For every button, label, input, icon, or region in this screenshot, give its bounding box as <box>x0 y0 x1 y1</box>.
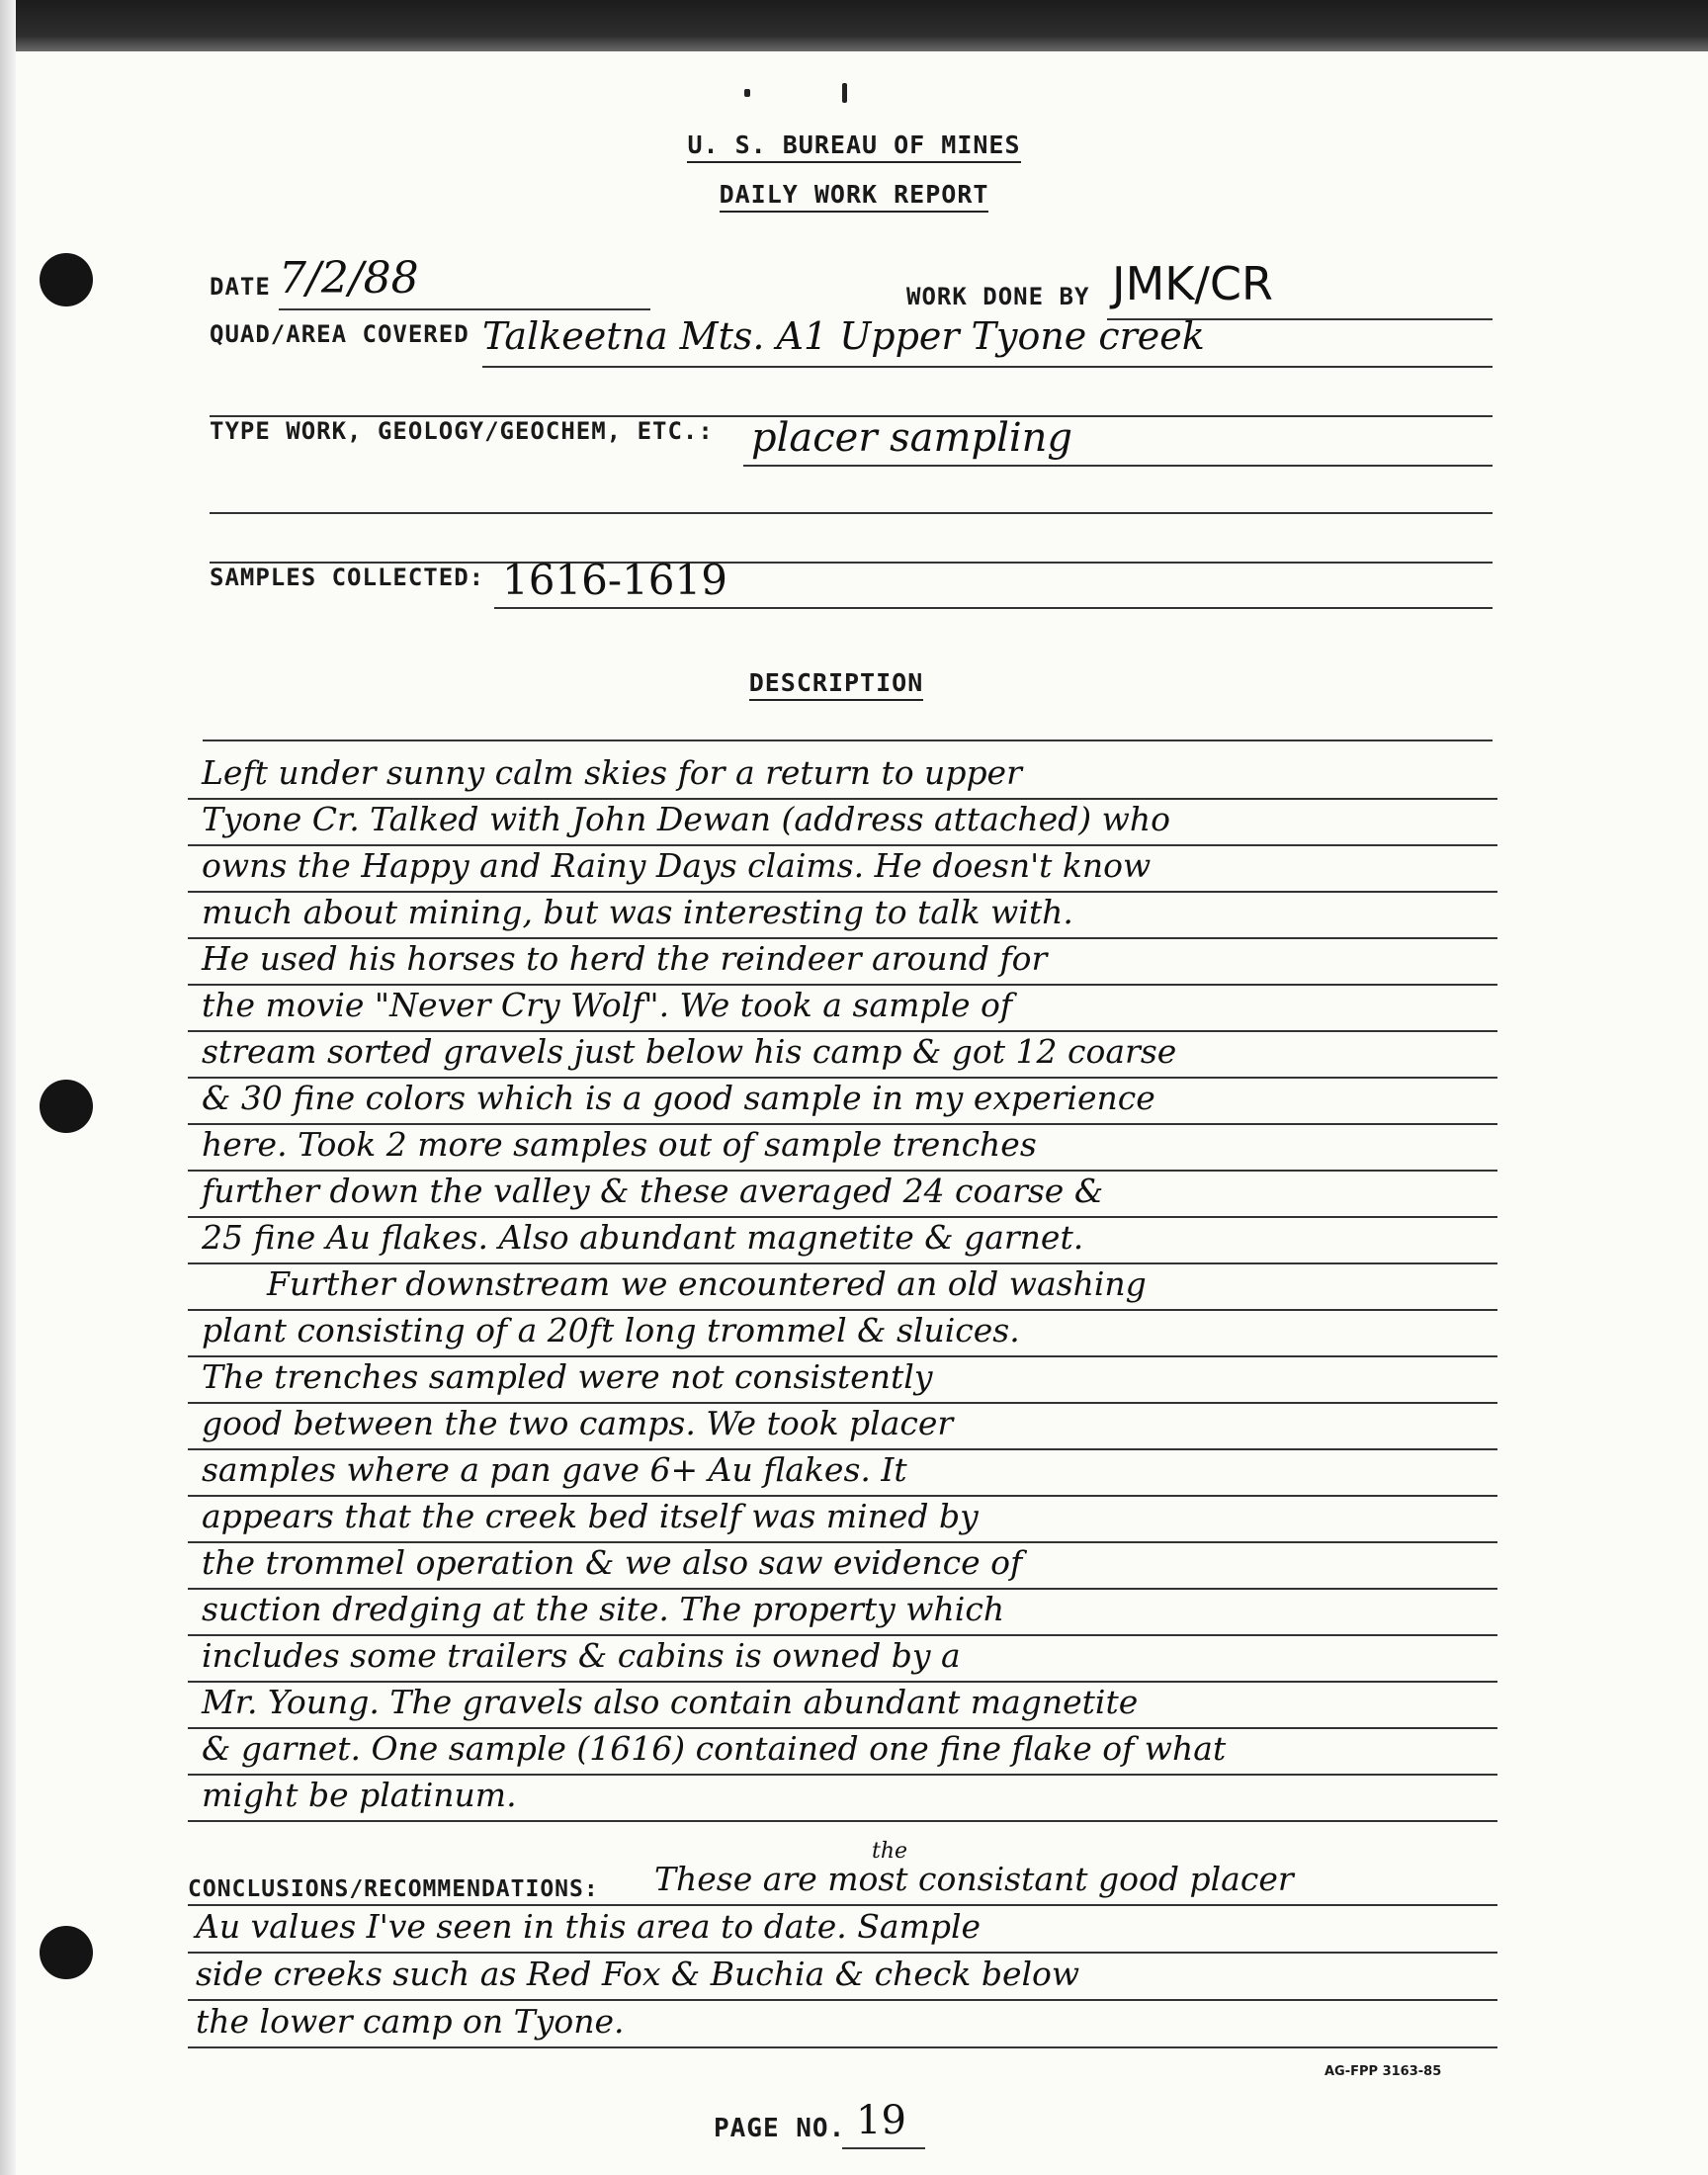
description-text: plant consisting of a 20ft long trommel & sluices. <box>202 1311 1020 1349</box>
scan-top-border <box>0 0 1708 51</box>
date-line <box>279 308 650 310</box>
description-text: owns the Happy and Rainy Days claims. He doesn't know <box>202 846 1152 885</box>
punch-hole-top <box>40 253 93 306</box>
description-line <box>188 1032 1497 1079</box>
conclusions-line <box>188 1859 1497 1906</box>
type-work-line <box>743 465 1493 467</box>
samples-line <box>494 607 1493 609</box>
work-done-by-label: WORK DONE BY <box>906 283 1090 310</box>
quad-label: QUAD/AREA COVERED <box>210 320 470 348</box>
description-line <box>188 1172 1497 1218</box>
description-text: the movie "Never Cry Wolf". We took a sample of <box>202 986 1013 1024</box>
description-text: suction dredging at the site. The property which <box>202 1590 1005 1628</box>
description-line <box>188 1776 1497 1822</box>
type-work-value: placer sampling <box>751 415 1073 461</box>
description-line <box>188 1079 1497 1125</box>
description-top-line <box>203 740 1493 741</box>
description-text: & garnet. One sample (1616) contained one fine flake of what <box>202 1729 1227 1768</box>
description-line <box>188 1450 1497 1497</box>
description-line <box>188 1543 1497 1590</box>
description-text: good between the two camps. We took placer <box>202 1404 954 1442</box>
conclusions-line <box>188 2001 1497 2048</box>
conclusions-body <box>188 1859 1497 2048</box>
conclusions-text: These are most consistant good placer <box>654 1860 1294 1898</box>
description-text: might be platinum. <box>202 1776 517 1814</box>
conclusions-text: side creeks such as Red Fox & Buchia & check below <box>196 1955 1080 1993</box>
description-line <box>188 1264 1497 1311</box>
punch-hole-bottom <box>40 1926 93 1979</box>
form-blank-line <box>210 512 1493 514</box>
date-value: 7/2/88 <box>279 253 419 304</box>
description-text: Further downstream we encountered an old washing <box>267 1264 1147 1303</box>
description-line <box>188 986 1497 1032</box>
description-text: Tyone Cr. Talked with John Dewan (address attached) who <box>202 800 1170 838</box>
agency-heading: U. S. BUREAU OF MINES <box>0 130 1708 159</box>
form-code: AG-FPP 3163-85 <box>1324 2064 1442 2079</box>
description-line <box>188 1497 1497 1543</box>
date-label: DATE <box>210 273 271 301</box>
description-body <box>188 753 1497 1822</box>
description-line <box>188 1683 1497 1729</box>
description-text: further down the valley & these averaged 24 coarse & <box>202 1172 1104 1210</box>
description-line <box>188 893 1497 939</box>
quad-value: Talkeetna Mts. A1 Upper Tyone creek <box>482 314 1205 358</box>
description-text: 25 fine Au flakes. Also abundant magnetite & garnet. <box>202 1218 1084 1257</box>
type-work-label: TYPE WORK, GEOLOGY/GEOCHEM, ETC.: <box>210 417 714 445</box>
description-line <box>188 1636 1497 1683</box>
description-text: here. Took 2 more samples out of sample trenches <box>202 1125 1037 1164</box>
description-text: appears that the creek bed itself was mined by <box>202 1497 979 1535</box>
work-done-by-value: JMK/CR <box>1112 257 1273 310</box>
samples-value: 1616-1619 <box>502 556 727 604</box>
conclusions-text: the lower camp on Tyone. <box>196 2002 625 2041</box>
description-text: much about mining, but was interesting to talk with. <box>202 893 1073 931</box>
description-line <box>188 800 1497 846</box>
description-text: The trenches sampled were not consistently <box>202 1357 933 1396</box>
scan-mark <box>744 89 750 97</box>
conclusions-line <box>188 1906 1497 1954</box>
conclusions-text: Au values I've seen in this area to date. Sample <box>196 1907 982 1946</box>
description-text: stream sorted gravels just below his camp & got 12 coarse <box>202 1032 1177 1071</box>
page-number-value: 19 <box>856 2098 906 2143</box>
description-line <box>188 846 1497 893</box>
description-line <box>188 753 1497 800</box>
samples-label: SAMPLES COLLECTED: <box>210 564 485 591</box>
description-line <box>188 1404 1497 1450</box>
description-line <box>188 1125 1497 1172</box>
conclusions-label: CONCLUSIONS/RECOMMENDATIONS: <box>188 1876 599 1902</box>
description-text: He used his horses to herd the reindeer around for <box>202 939 1048 978</box>
description-text: Mr. Young. The gravels also contain abundant magnetite <box>202 1683 1139 1721</box>
description-line <box>188 1311 1497 1357</box>
scan-mark <box>842 83 847 103</box>
description-line <box>188 1357 1497 1404</box>
conclusions-line <box>188 1954 1497 2001</box>
description-text: the trommel operation & we also saw evidence of <box>202 1543 1023 1582</box>
report-title: DAILY WORK REPORT <box>0 180 1708 209</box>
punch-hole-middle <box>40 1080 93 1133</box>
conclusions-insert: the <box>872 1839 908 1864</box>
description-line <box>188 1729 1497 1776</box>
description-line <box>188 1218 1497 1264</box>
page-number-label: PAGE NO. <box>714 2114 846 2143</box>
description-line <box>188 1590 1497 1636</box>
description-heading: DESCRIPTION <box>0 668 1672 697</box>
description-text: & 30 fine colors which is a good sample in my experience <box>202 1079 1155 1117</box>
description-text: samples where a pan gave 6+ Au flakes. It <box>202 1450 907 1489</box>
description-text: Left under sunny calm skies for a return to upper <box>202 753 1022 792</box>
page-number-line <box>842 2147 925 2149</box>
description-text: includes some trailers & cabins is owned by a <box>202 1636 961 1675</box>
scan-left-edge <box>0 0 16 2175</box>
description-line <box>188 939 1497 986</box>
quad-line <box>482 366 1493 368</box>
